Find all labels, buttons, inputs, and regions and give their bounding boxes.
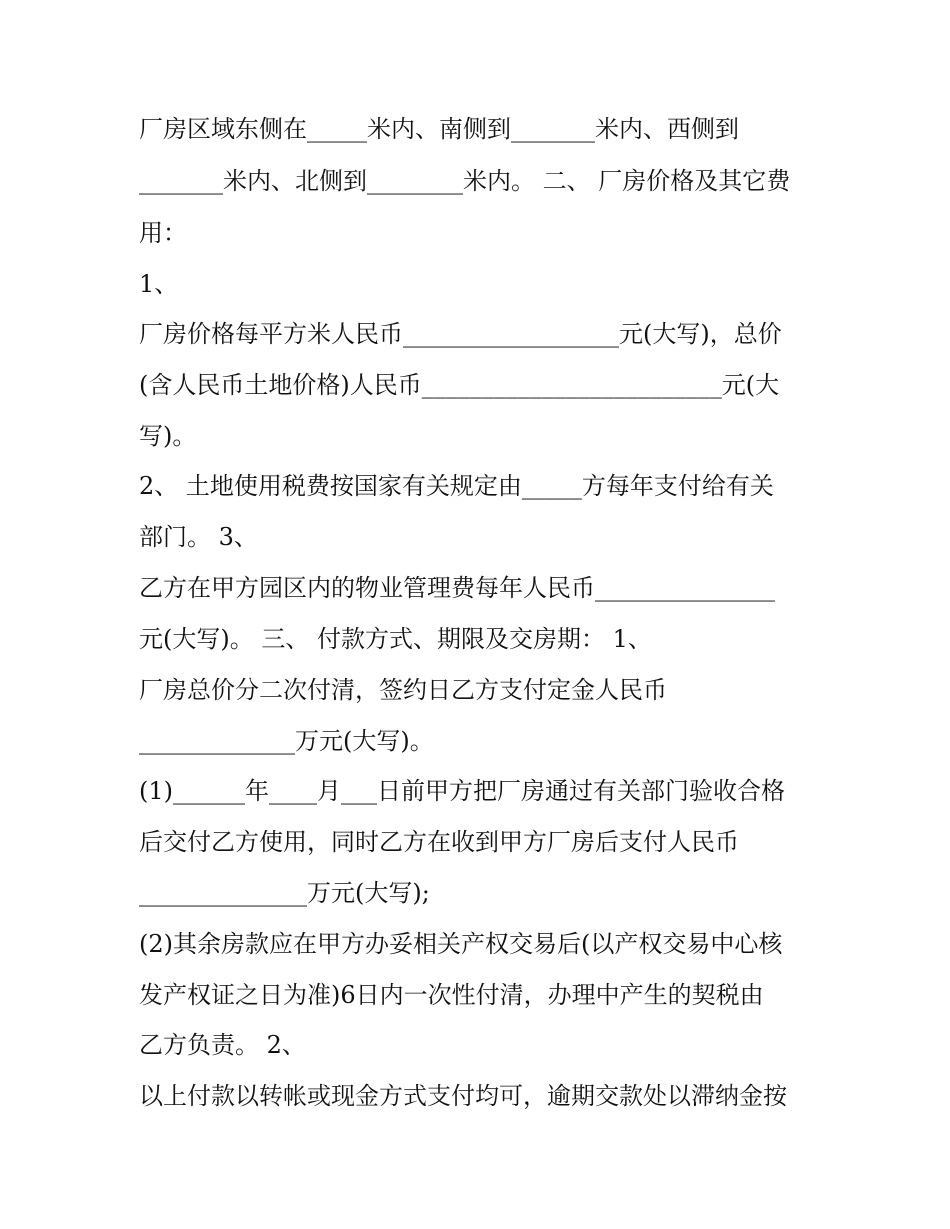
text-line: 用：	[139, 219, 187, 247]
text-line: 乙方在甲方园区内的物业管理费每年人民币_______________	[139, 574, 775, 602]
text-line: 厂房区域东侧在_____米内、南侧到_______米内、西侧到	[139, 115, 739, 143]
text-line: _____________万元(大写)。	[139, 727, 434, 755]
text-line: (1)______年____月___日前甲方把厂房通过有关部门验收合格	[139, 777, 785, 805]
text-line: _______米内、北侧到________米内。 二、 厂房价格及其它费	[139, 167, 791, 195]
text-line: 写)。	[139, 422, 197, 450]
text-line: 乙方负责。 2、	[139, 1031, 306, 1059]
text-line: 部门。 3、	[139, 523, 258, 551]
text-line: 1、	[139, 270, 179, 298]
text-line: 厂房总价分二次付清，签约日乙方支付定金人民币	[139, 676, 667, 704]
text-line: 发产权证之日为准)6日内一次性付清，办理中产生的契税由	[139, 981, 764, 1009]
text-line: (含人民币土地价格)人民币_________________________元(大	[139, 371, 780, 399]
text-line: 厂房价格每平方米人民币__________________元(大写)，总价	[139, 320, 782, 348]
text-line: (2)其余房款应在甲方办妥相关产权交易后(以产权交易中心核	[139, 930, 783, 958]
text-line: 2、 土地使用税费按国家有关规定由_____方每年支付给有关	[139, 472, 774, 500]
text-line: 元(大写)。 三、 付款方式、期限及交房期： 1、	[139, 625, 652, 653]
text-line: 以上付款以转帐或现金方式支付均可，逾期交款处以滞纳金按	[139, 1082, 787, 1110]
text-line: 后交付乙方使用，同时乙方在收到甲方厂房后支付人民币	[139, 828, 739, 856]
text-line: ______________万元(大写);	[139, 879, 430, 907]
